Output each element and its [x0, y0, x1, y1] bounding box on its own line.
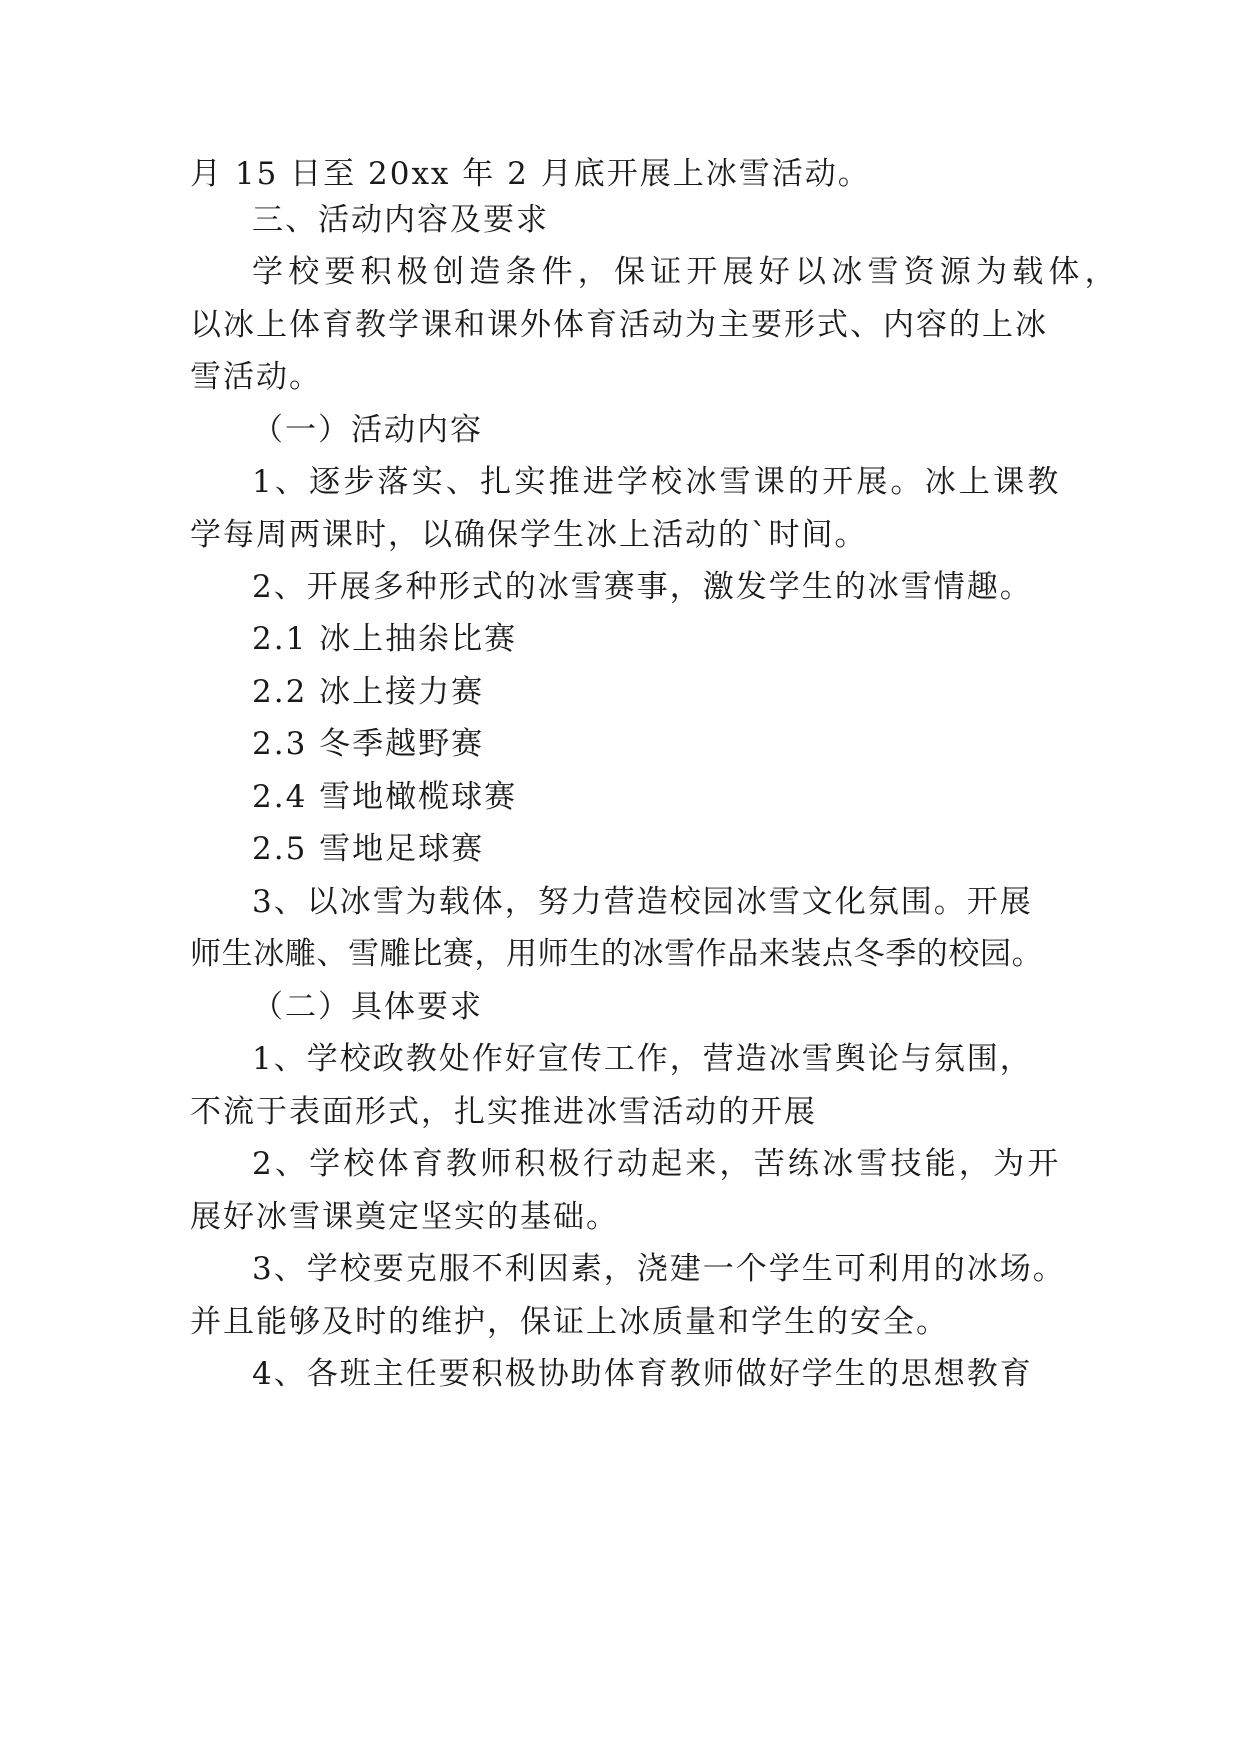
text-line: 2、学校体育教师积极行动起来，苦练冰雪技能，为开: [252, 1146, 1062, 1182]
list-item: 2.3 冬季越野赛: [252, 726, 485, 762]
text-line: 师生冰雕、雪雕比赛，用师生的冰雪作品来装点冬季的校园。: [190, 936, 1044, 972]
text-line: 雪活动。: [190, 359, 322, 395]
text-line: 1、逐步落实、扎实推进学校冰雪课的开展。冰上课教: [252, 464, 1062, 500]
text-line: 展好冰雪课奠定坚实的基础。: [190, 1199, 619, 1235]
text-line: 不流于表面形式，扎实推进冰雪活动的开展: [190, 1094, 817, 1130]
subsection-heading: （二）具体要求: [252, 989, 483, 1025]
text-line: 以冰上体育教学课和课外体育活动为主要形式、内容的上冰: [190, 307, 1048, 343]
text-line: 2、开展多种形式的冰雪赛事，激发学生的冰雪情趣。: [252, 569, 1033, 605]
subsection-heading: （一）活动内容: [252, 412, 483, 448]
list-item: 2.1 冰上抽尜比赛: [252, 621, 518, 657]
text-line: 学每周两课时，以确保学生冰上活动的`时间。: [190, 517, 868, 553]
text-line: 月 15 日至 20xx 年 2 月底开展上冰雪活动。: [190, 156, 871, 192]
text-line: 并且能够及时的维护，保证上冰质量和学生的安全。: [190, 1304, 949, 1340]
list-item: 2.5 雪地足球赛: [252, 831, 485, 867]
text-line: 学校要积极创造条件，保证开展好以冰雪资源为载体，: [252, 254, 1121, 290]
text-line: 3、学校要克服不利因素，浇建一个学生可利用的冰场。: [252, 1251, 1066, 1287]
list-item: 2.2 冰上接力赛: [252, 674, 485, 710]
list-item: 2.4 雪地橄榄球赛: [252, 779, 518, 815]
text-line: 4、各班主任要积极协助体育教师做好学生的思想教育: [252, 1356, 1033, 1392]
text-line: 1、学校政教处作好宣传工作，营造冰雪舆论与氛围，: [252, 1041, 1033, 1077]
section-heading: 三、活动内容及要求: [252, 202, 549, 238]
text-line: 3、以冰雪为载体，努力营造校园冰雪文化氛围。开展: [252, 884, 1033, 920]
